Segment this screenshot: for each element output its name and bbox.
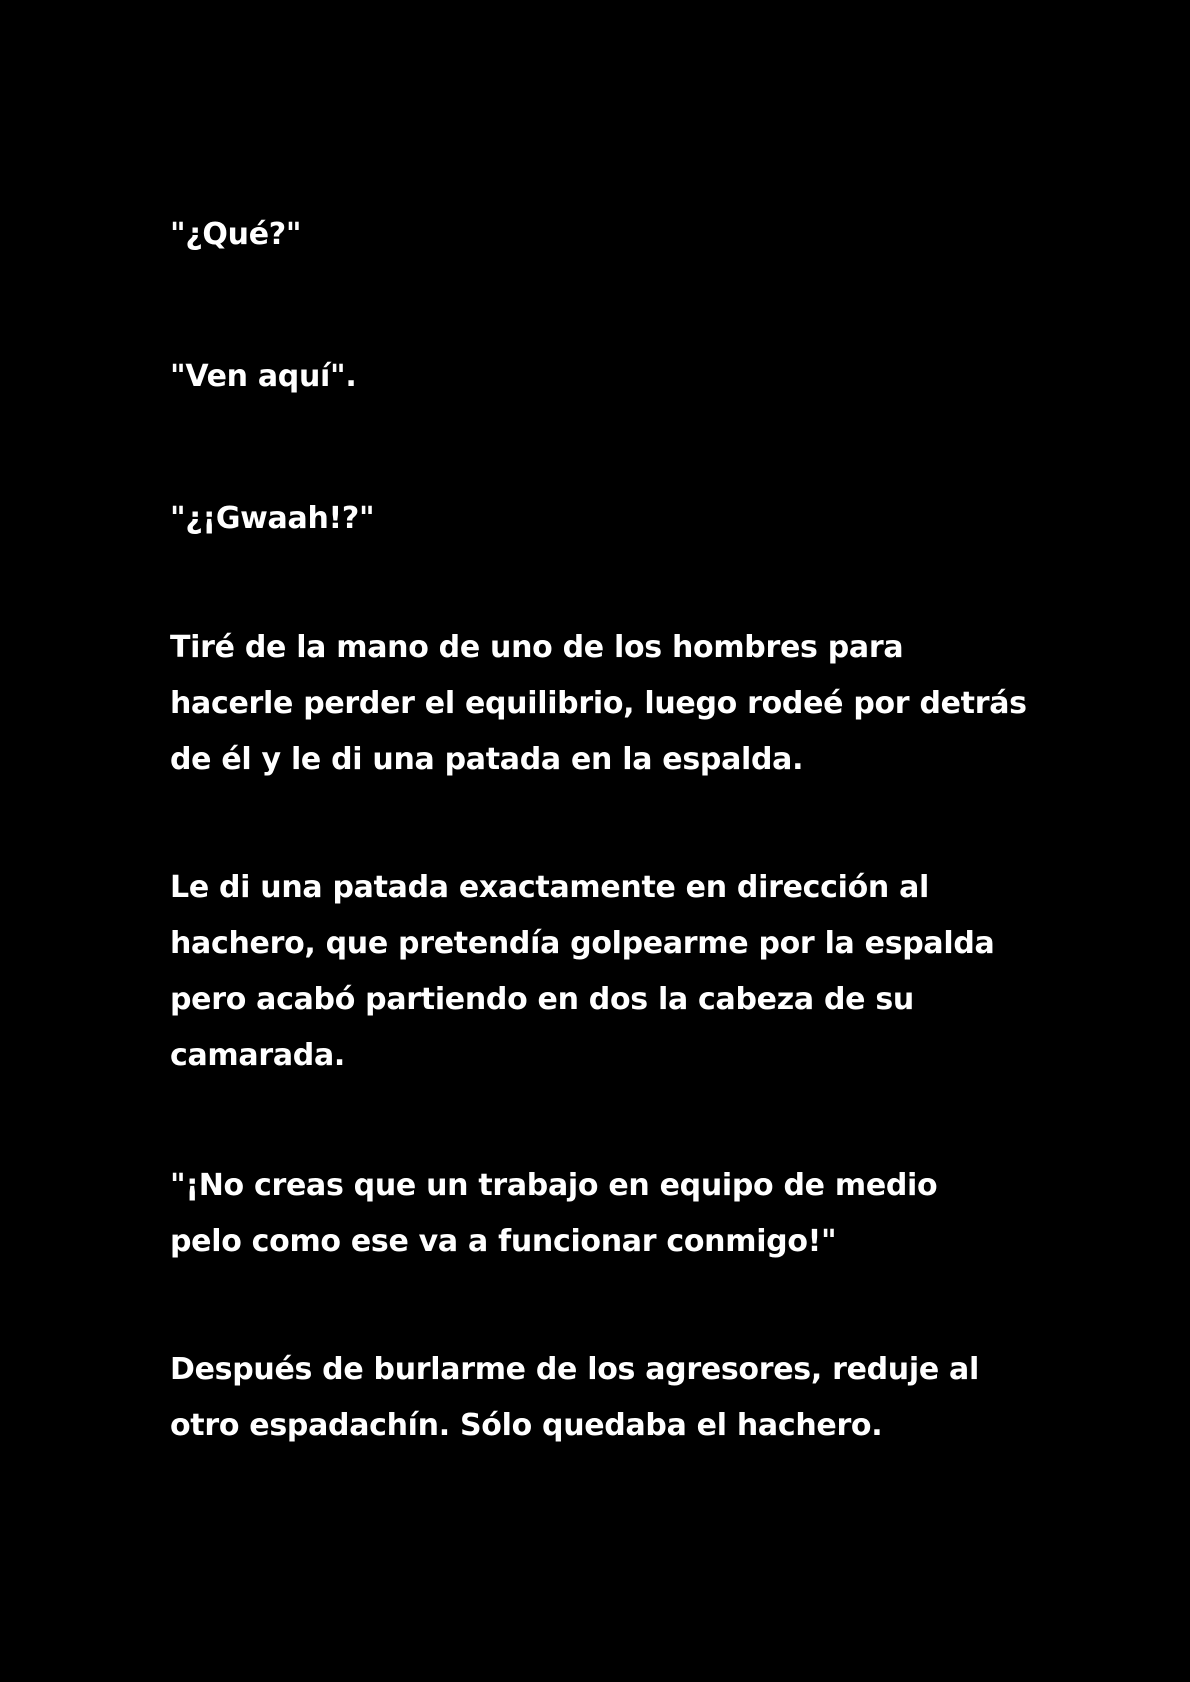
paragraph-line: pelo como ese va a funcionar conmigo!" [170,1224,837,1259]
paragraph-line: Después de burlarme de los agresores, reduje al [170,1352,979,1387]
paragraph-line: de él y le di una patada en la espalda. [170,742,804,777]
paragraph-line: Le di una patada exactamente en dirección al [170,870,930,905]
paragraph-no-creas [170,1158,1070,1270]
paragraph-line: "¡No creas que un trabajo en equipo de medio [170,1168,938,1203]
paragraph-despues [170,1342,1070,1454]
paragraph-line: "Ven aquí". [170,359,357,394]
paragraph-line: hacerle perder el equilibrio, luego rodeé por detrás [170,686,1027,721]
paragraph-patada [170,860,1070,1084]
paragraph-line: pero acabó partiendo en dos la cabeza de su [170,982,914,1017]
paragraph-que [170,207,1070,263]
paragraph-line: "¿Qué?" [170,217,302,252]
paragraph-tire [170,620,1070,788]
paragraph-line: Tiré de la mano de uno de los hombres para [170,630,904,665]
paragraph-line: otro espadachín. Sólo quedaba el hachero. [170,1408,883,1443]
paragraph-line: hachero, que pretendía golpearme por la espalda [170,926,995,961]
paragraph-line: "¿¡Gwaah!?" [170,501,375,536]
paragraph-line: camarada. [170,1038,345,1073]
paragraph-gwaah [170,491,1070,547]
paragraph-ven-aqui [170,349,1070,405]
